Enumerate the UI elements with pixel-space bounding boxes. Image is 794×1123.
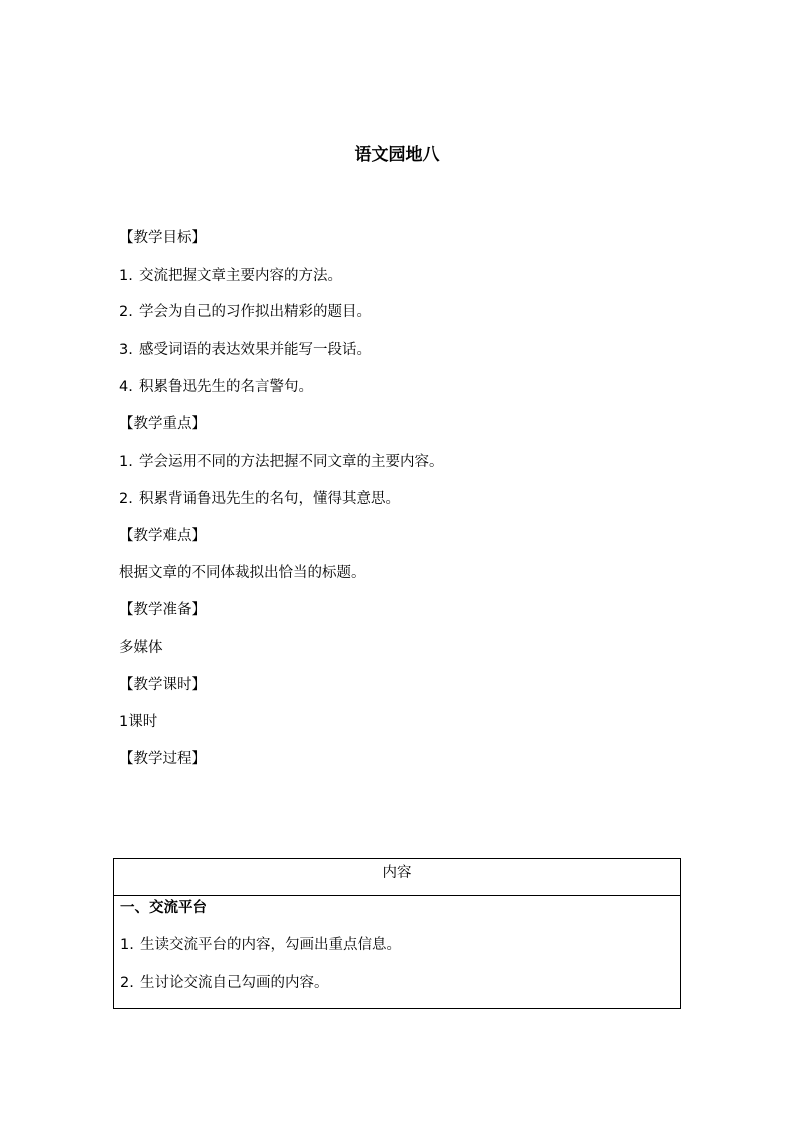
preparation-heading: 【教学准备】	[119, 602, 206, 618]
item-number: 2.	[119, 491, 133, 507]
table-header: 内容	[114, 859, 680, 896]
item-number: 1.	[119, 454, 133, 470]
key-points-heading: 【教学重点】	[119, 416, 206, 432]
item-text: 生读交流平台的内容，勾画出重点信息。	[140, 937, 401, 953]
item-text: 积累背诵鲁迅先生的名句，懂得其意思。	[139, 491, 400, 507]
table-item-2	[120, 973, 329, 993]
item-number: 2.	[119, 304, 133, 320]
item-text: 交流把握文章主要内容的方法。	[139, 268, 342, 284]
item-number: 3.	[119, 342, 133, 358]
item-number: 2.	[120, 975, 134, 991]
key-point-item-1	[119, 452, 444, 472]
item-text: 学会为自己的习作拟出精彩的题目。	[139, 304, 371, 320]
content-table	[113, 858, 681, 1009]
item-text: 感受词语的表达效果并能写一段话。	[139, 342, 371, 358]
hours-text: 1课时	[119, 714, 158, 730]
preparation-text: 多媒体	[119, 640, 163, 656]
objective-item-3	[119, 340, 371, 360]
objective-item-1	[119, 266, 342, 286]
item-text: 积累鲁迅先生的名言警句。	[139, 379, 313, 395]
item-text: 学会运用不同的方法把握不同文章的主要内容。	[139, 454, 444, 470]
difficulty-heading: 【教学难点】	[119, 528, 206, 544]
hours-heading: 【教学课时】	[119, 677, 206, 693]
objective-item-2	[119, 302, 371, 322]
item-text: 生讨论交流自己勾画的内容。	[140, 975, 329, 991]
process-heading: 【教学过程】	[119, 751, 206, 767]
table-section-title: 一、交流平台	[120, 900, 207, 916]
table-item-1	[120, 935, 401, 955]
item-number: 1.	[120, 937, 134, 953]
difficulty-text: 根据文章的不同体裁拟出恰当的标题。	[119, 565, 366, 581]
objectives-heading: 【教学目标】	[119, 230, 206, 246]
key-point-item-2	[119, 489, 400, 509]
document-title: 语文园地八	[354, 145, 440, 165]
table-body	[114, 896, 680, 1008]
item-number: 4.	[119, 379, 133, 395]
item-number: 1.	[119, 268, 133, 284]
objective-item-4	[119, 377, 313, 397]
